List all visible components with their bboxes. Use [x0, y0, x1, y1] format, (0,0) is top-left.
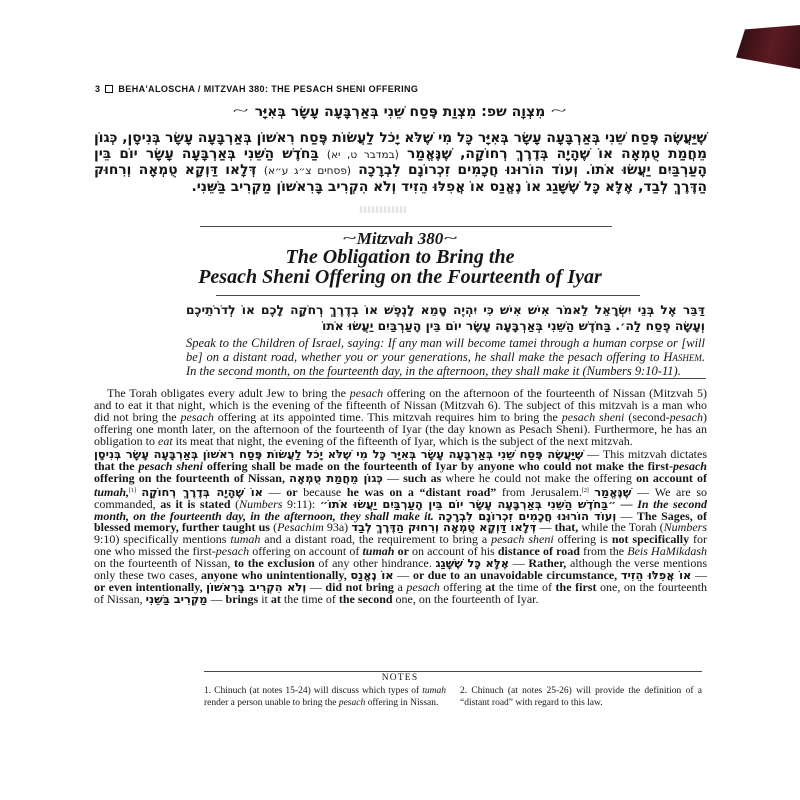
notes-header: NOTES	[381, 673, 419, 683]
running-header	[95, 84, 418, 94]
footnote-1: 1. Chinuch (at notes 15-24) will discuss which types of tumah render a person unable to bring the pesach offering in Nissan.	[204, 686, 446, 708]
open-square-icon	[105, 85, 113, 93]
swash-ornament-left-icon: ~	[232, 103, 250, 120]
footnote-2: 2. Chinuch (at notes 25-26) will provide the definition of a “distant road” with regard to this law.	[460, 686, 702, 708]
mitzvah-title-line2: Pesach Sheni Offering on the Fourteenth of Iyar	[198, 265, 602, 288]
swash-ornament-right-icon: ~	[550, 103, 568, 120]
divider-rule	[200, 226, 612, 227]
running-header-title: BEHA'ALOSCHA / MITZVAH 380: THE PESACH SHENI OFFERING	[118, 84, 419, 94]
faint-watermark	[360, 206, 406, 213]
hebrew-mitzvah-title-text: מִצְוָה שפ: מִצְוַת פֶּסַח שֵׁנִי בְּאַרְבָּעָה עָשָׂר בְּאִיָּר	[254, 104, 546, 120]
commentary-paragraph-1: The Torah obligates every adult Jew to bring the pesach offering on the afternoon of the fourteenth of Nissan (Mitzvah 5) and to eat it that night, which is the evening of the fifteenth of Nissan (Mitzvah 6). The subject of this mitzvah is a man who did not bring the pesach offering at its appointed time. This mitzvah requires him to bring the pesach sheni (second-pesach) offering one month later, on the afternoon of the fourteenth of Iyar (the day known as Pesach Sheni). Furthermore, he has an obligation to eat its meat that night, the evening of the fifteenth of Iyar, which is the subject of the next mitzvah.	[94, 388, 707, 448]
hebrew-mitzvah-title	[94, 104, 706, 120]
verse-translation: Speak to the Children of Israel, saying: If any man will become tamei through a human corpse or [will be] on a distant road, whether you or your generations, he shall make the pesach offering to Hashem. In the second month, on the fourteenth day, in the afternoon, they shall make it (Numbers 9:10-11).	[186, 336, 705, 379]
mitzvah-number-text: Mitzvah 380	[356, 229, 444, 248]
notes-divider-rule	[204, 671, 702, 672]
hebrew-intro-paragraph: שֶׁיַּעֲשֶׂה פֶּסַח שֵׁנִי בְּאַרְבָּעָה עָשָׂר בְּאִיָּר כָּל מִי שֶׁלֹּא יָכֹל לַעֲשׂוֹת פֶּסַח רִאשׁוֹן בְּאַרְבָּעָה עָשָׂר בְּנִיסָן, כְּגוֹן מֵחֲמַת טֻמְאָה אוֹ שֶׁהָיָה בְּדֶרֶךְ רְחוֹקָה, שֶׁנֶּאֱמַר (במדבר ט, יא) בַּחֹדֶשׁ הַשֵּׁנִי בְּאַרְבָּעָה עָשָׂר יוֹם בֵּין הָעַרְבַּיִם יַעֲשׂוּ אֹתוֹ. וְעוֹד הוֹרוּנוּ חֲכָמִים זִכְרוֹנָם לִבְרָכָה (פסחים צ״ג ע״א) דְּלָאו דַּוְקָא טֻמְאָה וְרִחוּק הַדֶּרֶךְ לְבַד, אֶלָּא כָּל שֶׁשָּׁגַג אוֹ נֶאֱנַס אוֹ אֲפִלּוּ הֵזִיד וְלֹא הִקְרִיב בָּרִאשׁוֹן מַקְרִיב בַּשֵּׁנִי.	[94, 130, 707, 195]
scan-corner-artifact	[736, 25, 800, 69]
mitzvah-title-line1: The Obligation to Bring the	[285, 246, 515, 268]
swash-ornament-right-icon: ~	[442, 230, 459, 246]
mitzvah-title	[94, 248, 706, 287]
commentary-paragraph-2: שֶׁיַּעֲשֶׂה פֶּסַח שֵׁנִי בְּאַרְבָּעָה עָשָׂר בְּאִיָּר כָּל מִי שֶׁלֹּא יָכֹל לַעֲשׂוֹת פֶּסַח רִאשׁוֹן בְּאַרְבָּעָה עָשָׂר בְּנִיסָן — This mitzvah dictates that the pesach sheni offering shall be made on the fourteenth of Iyar by anyone who could not make the first-pesach offering on the fourteenth of Nissan, כְּגוֹן מֵחֲמַת טֻמְאָה — such as where he could not make the offering on account of tumah,[1] אוֹ שֶׁהָיָה בְּדֶרֶךְ רְחוֹקָה — or because he was on a “distant road” from Jerusalem.[2] שֶׁנֶּאֱמַר — We are so commanded, as it is stated (Numbers 9:11): ״בַּחֹדֶשׁ הַשֵּׁנִי בְּאַרְבָּעָה עָשָׂר יוֹם בֵּין הָעַרְבַּיִם יַעֲשׂוּ אֹתוֹ״ — In the second month, on the fourteenth day, in the afternoon, they shall make it. וְעוֹד הוֹרוּנוּ חֲכָמִים זִכְרוֹנָם לִבְרָכָה — The Sages, of blessed memory, further taught us (Pesachim 93a) דְּלָאו דַּוְקָא טֻמְאָה וְרִחוּק הַדֶּרֶךְ לְבַד — that, while the Torah (Numbers 9:10) specifically mentions tumah and a distant road, the requirement to bring a pesach sheni offering is not specifically for one who missed the first-pesach offering on account of tumah or on account of his distance of road from the Beis HaMikdash on the fourteenth of Nissan, to the exclusion of any other hindrance. אֶלָּא כָּל שֶׁשָּׁגַג — Rather, although the verse mentions only these two cases, anyone who unintentionally, אוֹ נֶאֱנַס — or due to an unavoidable circumstance, אוֹ אֲפִלּוּ הֵזִיד — or even intentionally, וְלֹא הִקְרִיב בָּרִאשׁוֹן — did not bring a pesach offering at the time of the first one, on the fourteenth of Nissan, מַקְרִיב בַּשֵּׁנִי — brings it at the time of the second one, on the fourteenth of Iyar.	[94, 446, 707, 607]
divider-rule	[216, 295, 640, 296]
page-number: 3	[95, 84, 101, 94]
commentary-body	[94, 388, 707, 666]
divider-rule	[236, 378, 706, 379]
swash-ornament-left-icon: ~	[341, 230, 357, 246]
notes-section	[204, 686, 702, 709]
verse-hebrew: דַּבֵּר אֶל בְּנֵי יִשְׂרָאֵל לֵאמֹר אִישׁ אִישׁ כִּי יִהְיֶה טָמֵא לָנֶפֶשׁ אוֹ בְדֶרֶךְ רְחֹקָה לָכֶם אוֹ לְדֹרֹתֵיכֶם וְעָשָׂה פֶסַח לַה׳. בַּחֹדֶשׁ הַשֵּׁנִי בְּאַרְבָּעָה עָשָׂר יוֹם בֵּין הָעַרְבַּיִם יַעֲשׂוּ אֹתוֹ	[186, 303, 705, 333]
